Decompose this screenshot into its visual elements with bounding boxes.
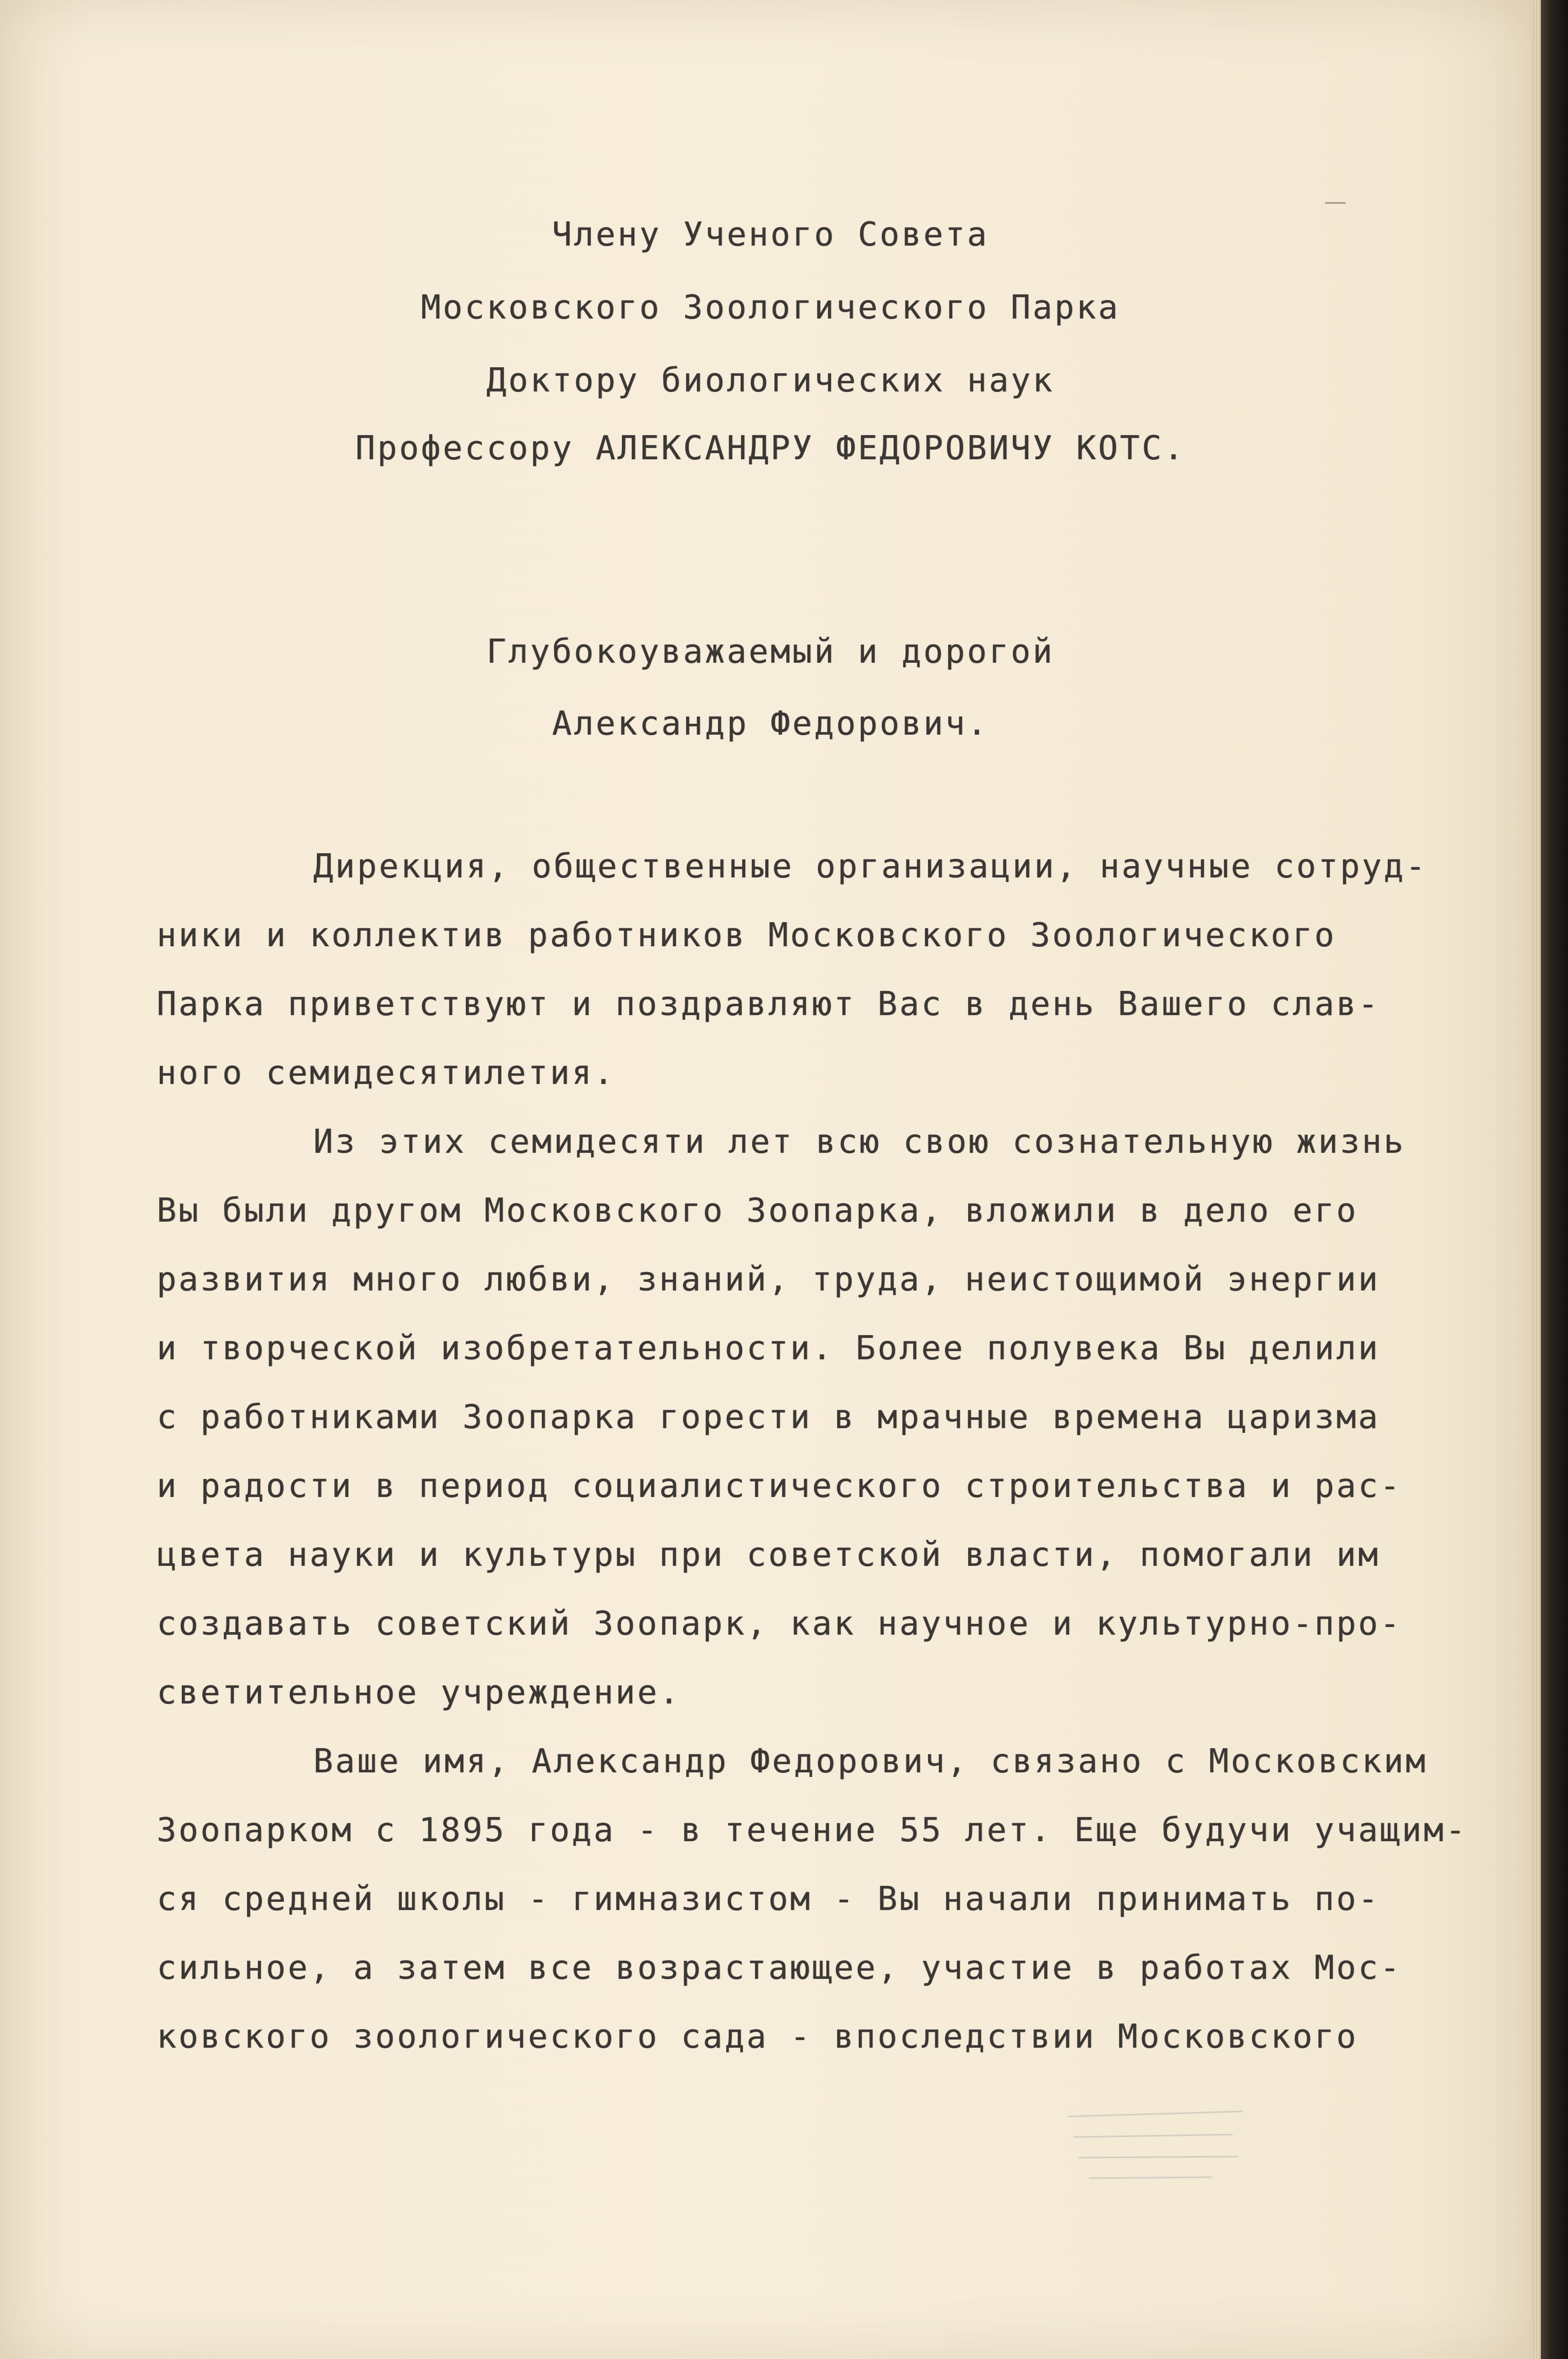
header-line-1: Члену Ученого Совета [552, 216, 989, 254]
body-line: и радости в период социалистического строительства и рас- [157, 1467, 1402, 1505]
body-line: Парка приветствуют и поздравляют Вас в день Вашего слав- [157, 985, 1380, 1023]
body-line: создавать советский Зоопарк, как научное и культурно-про- [157, 1605, 1402, 1643]
faded-stamp-icon [1058, 2096, 1253, 2194]
body-line: Зоопарком с 1895 года - в течение 55 лет. Еще будучи учащим- [157, 1811, 1467, 1849]
body-line: ного семидесятилетия. [157, 1054, 616, 1092]
body-line: сильное, а затем все возрастающее, участие в работах Мос- [157, 1949, 1402, 1987]
body-line: с работниками Зоопарка горести в мрачные времена царизма [157, 1398, 1380, 1436]
page-edge [1531, 0, 1541, 2359]
body-line: Дирекция, общественные организации, научные сотруд- [313, 848, 1428, 886]
body-line: цвета науки и культуры при советской власти, помогали им [157, 1536, 1380, 1574]
body-line: ковского зоологического сада - впоследствии Московского [157, 2018, 1358, 2056]
body-line: светительное учреждение. [157, 1674, 681, 1712]
header-line-2: Московского Зоологического Парка [421, 289, 1120, 327]
body-line: Вы были другом Московского Зоопарка, вложили в дело его [157, 1192, 1358, 1230]
salutation-line-2: Александр Федорович. [552, 705, 989, 743]
salutation-line-1: Глубокоуважаемый и дорогой [486, 633, 1054, 671]
header-line-4: Профессору АЛЕКСАНДРУ ФЕДОРОВИЧУ КОТС. [355, 429, 1186, 467]
header-line-3: Доктору биологических наук [486, 362, 1054, 400]
binding-shadow [1541, 0, 1568, 2359]
body-line: развития много любви, знаний, труда, неистощимой энергии [157, 1261, 1380, 1299]
body-line: Ваше имя, Александр Федорович, связано с Московским [313, 1743, 1428, 1781]
body-line: Из этих семидесяти лет всю свою сознательную жизнь [313, 1123, 1406, 1161]
body-line: ники и коллектив работников Московского Зоологического [157, 916, 1336, 954]
body-line: и творческой изобретательности. Более полувека Вы делили [157, 1330, 1380, 1368]
body-line: ся средней школы - гимназистом - Вы начали принимать по- [157, 1880, 1380, 1918]
pencil-mark: ― [1325, 190, 1346, 214]
